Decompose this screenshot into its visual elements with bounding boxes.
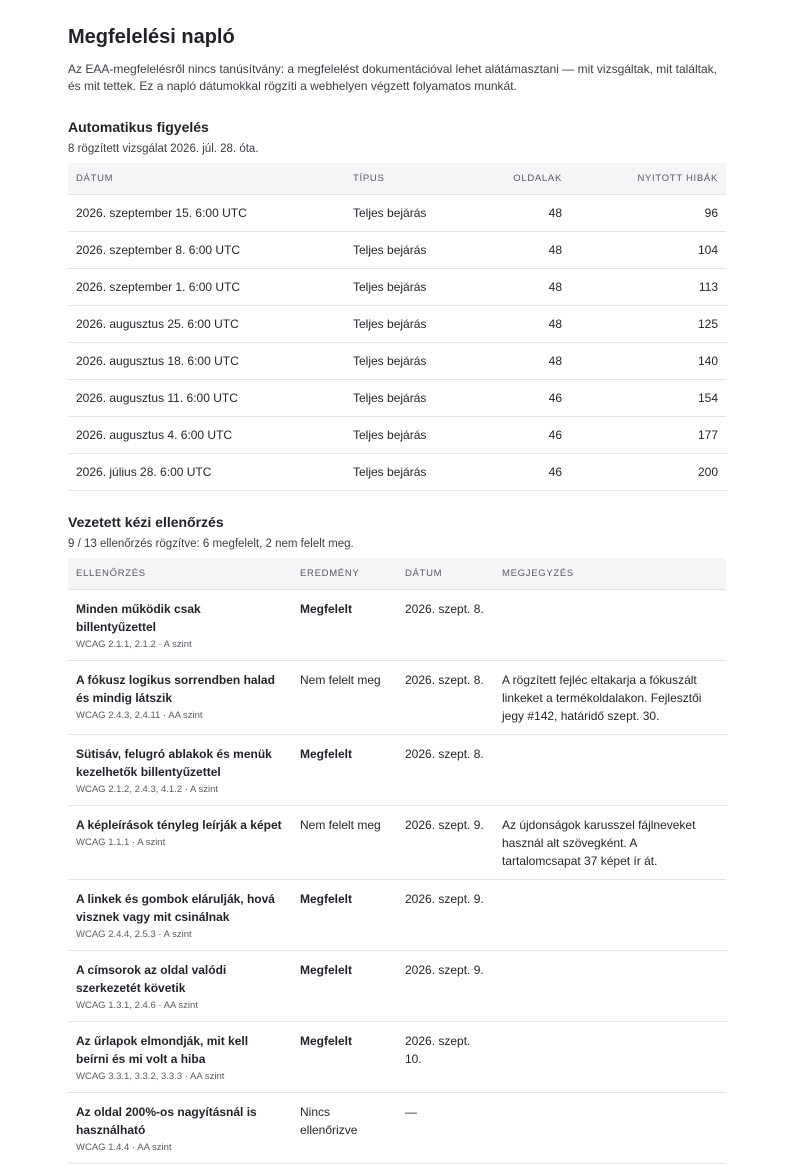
col-header-date: DÁTUM: [68, 163, 345, 195]
check-date: 2026. szept. 9.: [397, 951, 494, 1022]
scan-pages: 46: [475, 454, 570, 491]
check-date: 2026. szept. 8.: [397, 590, 494, 661]
col-header-check-date: DÁTUM: [397, 558, 494, 590]
check-date: 2026. szept. 9.: [397, 806, 494, 880]
check-title: A képleírások tényleg leírják a képet: [76, 818, 282, 832]
table-row: [68, 735, 726, 806]
scan-pages: 48: [475, 306, 570, 343]
table-row: [68, 343, 726, 380]
scan-date: 2026. augusztus 11. 6:00 UTC: [68, 380, 345, 417]
check-result-badge: Megfelelt: [292, 880, 397, 951]
scan-open-issues: 125: [570, 306, 726, 343]
check-note: [494, 1093, 726, 1164]
check-note: Az újdonságok karusszel fájlneveket használ alt szövegként. A tartalomcsapat 37 képet ír át.: [494, 806, 726, 880]
col-header-result: EREDMÉNY: [292, 558, 397, 590]
check-wcag-ref: WCAG 1.1.1 · A szint: [76, 837, 166, 848]
check-result-badge: Megfelelt: [292, 1022, 397, 1093]
table-row: [68, 806, 726, 880]
check-result-badge: Megfelelt: [292, 590, 397, 661]
scan-open-issues: 154: [570, 380, 726, 417]
table-row: [68, 417, 726, 454]
check-cell: [68, 661, 292, 735]
check-title: A címsorok az oldal valódi szerkezetét követik: [76, 963, 227, 995]
table-row: [68, 380, 726, 417]
manual-table-body: [68, 590, 726, 1164]
scan-date: 2026. augusztus 18. 6:00 UTC: [68, 343, 345, 380]
check-date: —: [397, 1093, 494, 1164]
check-date: 2026. szept. 8.: [397, 735, 494, 806]
scan-date: 2026. július 28. 6:00 UTC: [68, 454, 345, 491]
check-wcag-ref: WCAG 1.3.1, 2.4.6 · AA szint: [76, 1000, 198, 1011]
auto-section-subtitle: 8 rögzített vizsgálat 2026. júl. 28. óta.: [68, 143, 259, 155]
scan-date: 2026. szeptember 1. 6:00 UTC: [68, 269, 345, 306]
check-title: Az űrlapok elmondják, mit kell beírni és mi volt a hiba: [76, 1034, 249, 1066]
manual-section-title: Vezetett kézi ellenőrzés: [68, 514, 224, 530]
scan-type: Teljes bejárás: [345, 454, 475, 491]
scan-open-issues: 140: [570, 343, 726, 380]
check-title: Sütisáv, felugró ablakok és menük kezelhetők billentyűzettel: [76, 747, 272, 779]
check-date: 2026. szept. 8.: [397, 661, 494, 735]
table-row: [68, 195, 726, 232]
check-wcag-ref: WCAG 3.3.1, 3.3.2, 3.3.3 · AA szint: [76, 1071, 225, 1082]
scan-type: Teljes bejárás: [345, 417, 475, 454]
check-date: 2026. szept. 10.: [397, 1022, 494, 1093]
scan-type: Teljes bejárás: [345, 380, 475, 417]
scan-date: 2026. augusztus 4. 6:00 UTC: [68, 417, 345, 454]
check-note: [494, 590, 726, 661]
scan-pages: 48: [475, 232, 570, 269]
check-note: A rögzített fejléc eltakarja a fókuszált linkeket a termékoldalakon. Fejlesztői jegy #142, határidő szept. 30.: [494, 661, 726, 735]
scan-date: 2026. augusztus 25. 6:00 UTC: [68, 306, 345, 343]
col-header-note: MEGJEGYZÉS: [494, 558, 726, 590]
table-row: [68, 590, 726, 661]
check-title: Az oldal 200%-os nagyításnál is használható: [76, 1105, 257, 1137]
check-result-badge: Megfelelt: [292, 951, 397, 1022]
table-row: [68, 1022, 726, 1093]
check-title: A fókusz logikus sorrendben halad és mindig látszik: [76, 673, 275, 705]
check-cell: [68, 880, 292, 951]
check-cell: [68, 1022, 292, 1093]
scan-pages: 48: [475, 195, 570, 232]
scan-open-issues: 113: [570, 269, 726, 306]
intro-text: Az EAA-megfelelésről nincs tanúsítvány: a megfelelést dokumentációval lehet alátámasztani — mit vizsgáltak, mit találtak, és mit tettek. Ez a napló dátumokkal rögzíti a webhelyen végzett folyamatos munkát.: [68, 62, 717, 93]
check-note: [494, 1022, 726, 1093]
check-note: [494, 880, 726, 951]
check-result-badge: Nem felelt meg: [292, 806, 397, 880]
check-result-badge: Nem felelt meg: [292, 661, 397, 735]
scan-open-issues: 200: [570, 454, 726, 491]
col-header-open-issues: NYITOTT HIBÁK: [570, 163, 726, 195]
auto-monitoring-section: [68, 119, 726, 491]
table-row: [68, 454, 726, 491]
check-cell: [68, 951, 292, 1022]
col-header-check: ELLENŐRZÉS: [68, 558, 292, 590]
manual-check-table: [68, 558, 726, 1164]
check-wcag-ref: WCAG 2.4.3, 2.4.11 · AA szint: [76, 710, 203, 721]
scan-type: Teljes bejárás: [345, 232, 475, 269]
scan-pages: 46: [475, 380, 570, 417]
table-row: [68, 880, 726, 951]
scan-type: Teljes bejárás: [345, 343, 475, 380]
check-result-badge: Nincs ellenőrizve: [292, 1093, 397, 1164]
scan-pages: 48: [475, 343, 570, 380]
scan-pages: 48: [475, 269, 570, 306]
auto-section-title: Automatikus figyelés: [68, 119, 209, 135]
check-cell: [68, 735, 292, 806]
check-wcag-ref: WCAG 2.1.1, 2.1.2 · A szint: [76, 639, 192, 650]
scan-open-issues: 104: [570, 232, 726, 269]
table-row: [68, 232, 726, 269]
page-title: Megfelelési napló: [68, 26, 235, 48]
scan-pages: 46: [475, 417, 570, 454]
scan-date: 2026. szeptember 8. 6:00 UTC: [68, 232, 345, 269]
col-header-pages: OLDALAK: [475, 163, 570, 195]
col-header-type: TÍPUS: [345, 163, 475, 195]
scan-type: Teljes bejárás: [345, 269, 475, 306]
scan-type: Teljes bejárás: [345, 195, 475, 232]
check-wcag-ref: WCAG 2.1.2, 2.4.3, 4.1.2 · A szint: [76, 784, 219, 795]
scan-open-issues: 96: [570, 195, 726, 232]
check-cell: [68, 1093, 292, 1164]
table-row: [68, 1093, 726, 1164]
manual-check-section: [68, 514, 726, 1164]
check-wcag-ref: WCAG 2.4.4, 2.5.3 · A szint: [76, 929, 192, 940]
check-cell: [68, 806, 292, 880]
check-title: A linkek és gombok elárulják, hová visznek vagy mit csinálnak: [76, 892, 275, 924]
check-result-badge: Megfelelt: [292, 735, 397, 806]
table-row: [68, 661, 726, 735]
auto-table-body: [68, 195, 726, 491]
table-row: [68, 951, 726, 1022]
table-row: [68, 269, 726, 306]
check-note: [494, 735, 726, 806]
auto-scan-table: [68, 163, 726, 491]
check-wcag-ref: WCAG 1.4.4 · AA szint: [76, 1142, 172, 1153]
check-title: Minden működik csak billentyűzettel: [76, 602, 201, 634]
check-date: 2026. szept. 9.: [397, 880, 494, 951]
check-cell: [68, 590, 292, 661]
manual-table-header: [68, 558, 726, 590]
auto-table-header: [68, 163, 726, 195]
scan-date: 2026. szeptember 15. 6:00 UTC: [68, 195, 345, 232]
table-row: [68, 306, 726, 343]
scan-open-issues: 177: [570, 417, 726, 454]
scan-type: Teljes bejárás: [345, 306, 475, 343]
check-note: [494, 951, 726, 1022]
manual-section-subtitle: 9 / 13 ellenőrzés rögzítve: 6 megfelelt, 2 nem felelt meg.: [68, 538, 354, 550]
